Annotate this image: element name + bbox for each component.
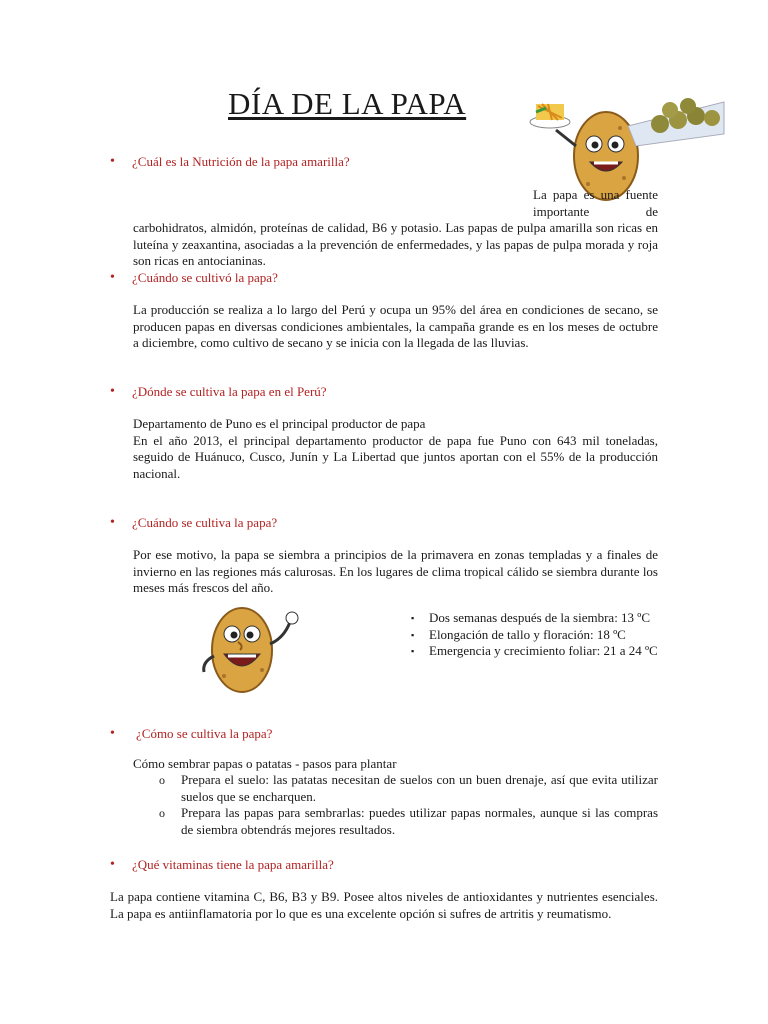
paragraph-vitamins: La papa contiene vitamina C, B6, B3 y B9. Posee altos niveles de antioxidantes y nutrientes esenciales. La papa es antiinflamatoria por lo que es una excelente opción si sufres de artritis y reumatismo. xyxy=(110,889,658,921)
paragraph-season: Por ese motivo, la papa se siembra a principios de la primavera en zonas templadas y a finales de invierno en las regiones más calurosas. En los lugares de clima tropical cálido se siembra durante los meses más frescos del año. xyxy=(133,547,658,595)
question-text: ¿Cuándo se cultivó la papa? xyxy=(132,270,278,285)
paragraph-production: La producción se realiza a lo largo del Perú y ocupa un 95% del área en condiciones de secano, se producen papas en diversas condiciones ambientales, la campaña grande es en los meses de octubre a diciembre, como cultivo de secano y se inicia con la llegada de las lluvias. xyxy=(133,302,658,350)
question-nutrition xyxy=(110,154,350,170)
square-bullet-icon: ▪ xyxy=(411,613,415,623)
question-text: ¿Cuál es la Nutrición de la papa amarilla? xyxy=(132,154,350,169)
square-bullet-icon: ▪ xyxy=(411,646,415,656)
page-title: DÍA DE LA PAPA xyxy=(228,86,467,121)
list-item xyxy=(157,805,658,838)
circle-bullet-icon: o xyxy=(159,773,165,787)
question-text: ¿Cómo se cultiva la papa? xyxy=(136,726,273,741)
list-item xyxy=(157,772,658,805)
list-item-text: Dos semanas después de la siembra: 13 ºC xyxy=(429,610,651,625)
question-vitamins xyxy=(110,857,334,873)
circle-bullet-icon: o xyxy=(159,806,165,820)
list-item-text: Elongación de tallo y floración: 18 ºC xyxy=(429,626,626,642)
question-text: ¿Qué vitaminas tiene la papa amarilla? xyxy=(132,857,334,872)
paragraph-how-to-plant: Cómo sembrar papas o patatas - pasos para plantar xyxy=(133,756,397,771)
potato-waving-illustration xyxy=(198,600,308,696)
question-when-planted xyxy=(110,515,277,531)
paragraph-line: Departamento de Puno es el principal productor de papa xyxy=(133,416,426,431)
list-item-text: Emergencia y crecimiento foliar: 21 a 24 ºC xyxy=(429,643,658,658)
list-item xyxy=(405,643,658,660)
question-where-cultivated xyxy=(110,384,327,400)
question-how-cultivated xyxy=(110,726,272,742)
paragraph-text: La papa es una fuente importante de carbohidratos, almidón, proteínas de calidad, B6 y potasio. Las papas de pulpa amarilla son ricas en luteína y zeaxantina, asociadas a la prevención de enfermedades, y las papas de pulpa morada y roja son ricas en antocianinas. xyxy=(133,187,658,268)
bullet-marker: • xyxy=(110,726,115,741)
paragraph-text: En el año 2013, el principal departamento productor de papa fue Puno con 643 mil toneladas, seguido de Huánuco, Cusco, Junín y La Libertad que juntos aportan con el 55% de la producción nacional. xyxy=(133,432,658,481)
paragraph-nutrition xyxy=(133,187,658,270)
bullet-marker: • xyxy=(110,515,115,530)
bullet-marker: • xyxy=(110,384,115,399)
bullet-marker: • xyxy=(110,857,115,872)
bullet-marker: • xyxy=(110,270,115,285)
paragraph-puno xyxy=(133,416,658,482)
square-bullet-icon: ▪ xyxy=(411,629,415,640)
temperature-list xyxy=(405,610,658,660)
question-text: ¿Dónde se cultiva la papa en el Perú? xyxy=(132,384,327,399)
list-item-text: Prepara las papas para sembrarlas: puedes utilizar papas normales, aunque si las compras de siembra obtendrás mejores resultados. xyxy=(181,805,658,837)
question-when-cultivated xyxy=(110,270,278,286)
list-item xyxy=(405,627,658,644)
steps-list xyxy=(157,772,658,838)
list-item-text: Prepara el suelo: las patatas necesitan de suelos con un buen drenaje, así que evita utilizar suelos que se encharquen. xyxy=(181,772,658,804)
question-text: ¿Cuándo se cultiva la papa? xyxy=(132,515,278,530)
list-item xyxy=(405,610,658,627)
bullet-marker: • xyxy=(110,154,115,169)
